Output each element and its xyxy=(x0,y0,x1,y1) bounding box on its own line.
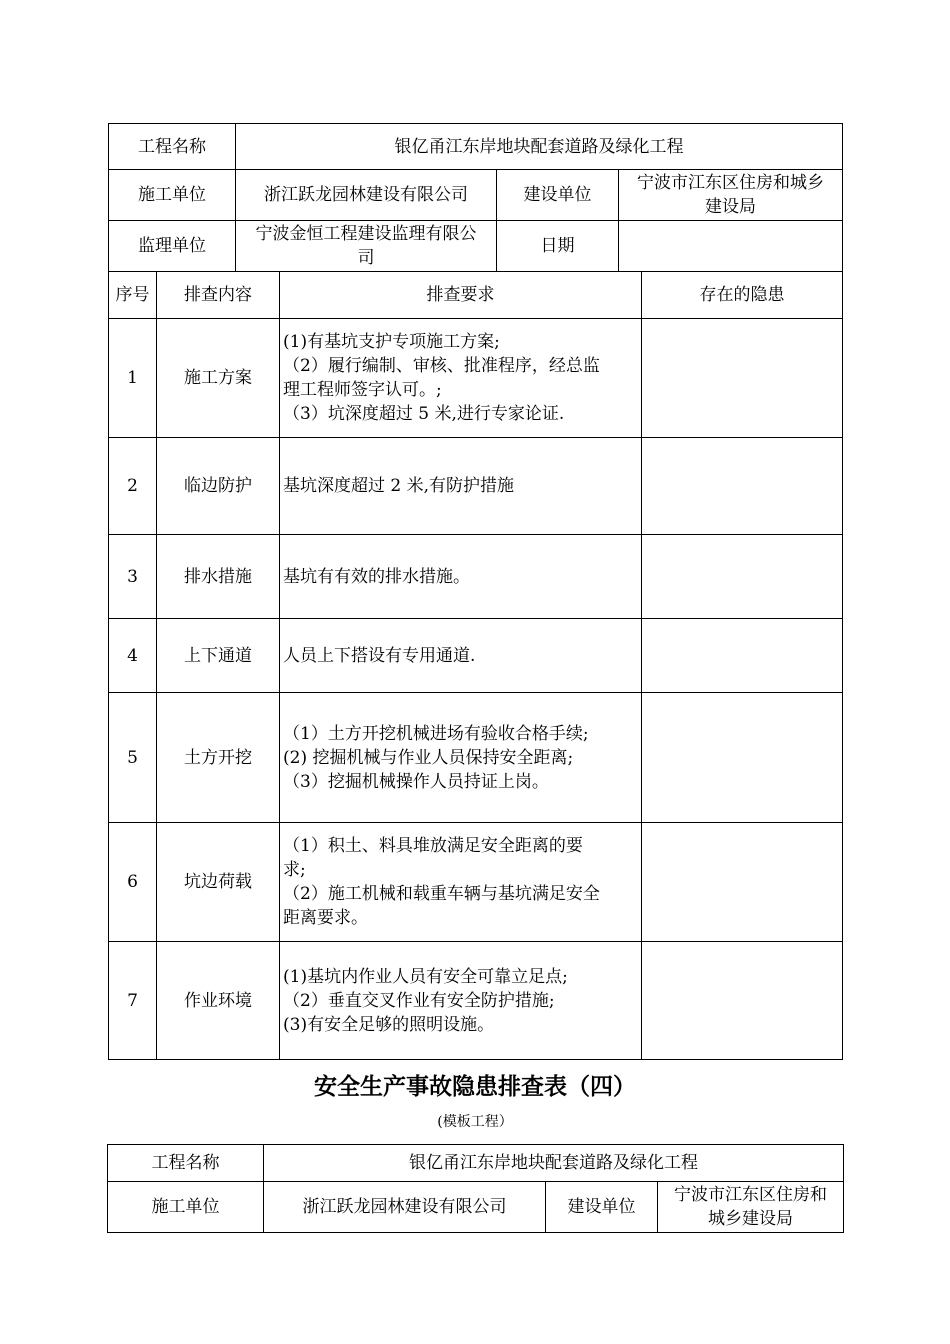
project-name-label: 工程名称 xyxy=(109,124,236,170)
inspection-table xyxy=(108,271,843,1060)
requirement-cell: 基坑有有效的排水措施。 xyxy=(280,535,642,619)
contractor-label: 施工单位 xyxy=(108,1182,264,1233)
hazard-cell xyxy=(642,438,843,535)
header-requirement: 排查要求 xyxy=(280,272,642,319)
requirement-cell: （1）土方开挖机械进场有验收合格手续; (2) 挖掘机械与作业人员保持安全距离; （3）挖掘机械操作人员持证上岗。 xyxy=(280,693,642,823)
contractor: 浙江跃龙园林建设有限公司 xyxy=(264,1182,546,1233)
table-row: 5 土方开挖 （1）土方开挖机械进场有验收合格手续; (2) 挖掘机械与作业人员保持安全距离; （3）挖掘机械操作人员持证上岗。 xyxy=(109,693,843,823)
requirement-cell: （1）积土、料具堆放满足安全距离的要 求; （2）施工机械和载重车辆与基坑满足安全 距离要求。 xyxy=(280,823,642,942)
requirement-cell: (1)有基坑支护专项施工方案; （2）履行编制、审核、批准程序，经总监 理工程师签字认可。; （3）坑深度超过 5 米,进行专家论证. xyxy=(280,319,642,438)
owner: 宁波市江东区住房和 城乡建设局 xyxy=(658,1182,844,1233)
requirement-cell: 人员上下搭设有专用通道. xyxy=(280,619,642,693)
project-name: 银亿甬江东岸地块配套道路及绿化工程 xyxy=(264,1145,844,1182)
requirement-cell: 基坑深度超过 2 米,有防护措施 xyxy=(280,438,642,535)
project-name: 银亿甬江东岸地块配套道路及绿化工程 xyxy=(236,124,843,170)
project-info-table-2 xyxy=(107,1144,844,1233)
table-row: 3 排水措施 基坑有有效的排水措施。 xyxy=(109,535,843,619)
owner: 宁波市江东区住房和城乡 建设局 xyxy=(619,170,843,221)
table-row: 7 作业环境 (1)基坑内作业人员有安全可靠立足点; （2）垂直交叉作业有安全防护措施; (3)有安全足够的照明设施。 xyxy=(109,942,843,1060)
date-value xyxy=(619,221,843,272)
owner-label: 建设单位 xyxy=(497,170,619,221)
supervisor: 宁波金恒工程建设监理有限公 司 xyxy=(236,221,497,272)
date-label: 日期 xyxy=(497,221,619,272)
project-name-label: 工程名称 xyxy=(108,1145,264,1182)
hazard-cell xyxy=(642,693,843,823)
hazard-cell xyxy=(642,535,843,619)
table-header-row xyxy=(109,272,843,319)
project-info-table xyxy=(108,123,843,272)
hazard-cell xyxy=(642,942,843,1060)
requirement-cell: (1)基坑内作业人员有安全可靠立足点; （2）垂直交叉作业有安全防护措施; (3)有安全足够的照明设施。 xyxy=(280,942,642,1060)
section-title: 安全生产事故隐患排查表（四） xyxy=(314,1074,636,1100)
hazard-cell xyxy=(642,319,843,438)
contractor-label: 施工单位 xyxy=(109,170,236,221)
table-row: 1 施工方案 (1)有基坑支护专项施工方案; （2）履行编制、审核、批准程序，经总监 理工程师签字认可。; （3）坑深度超过 5 米,进行专家论证. xyxy=(109,319,843,438)
hazard-cell xyxy=(642,619,843,693)
contractor: 浙江跃龙园林建设有限公司 xyxy=(236,170,497,221)
section-subtitle: (模板工程） xyxy=(437,1114,513,1130)
header-item: 排查内容 xyxy=(157,272,280,319)
owner-label: 建设单位 xyxy=(546,1182,658,1233)
hazard-cell xyxy=(642,823,843,942)
header-no: 序号 xyxy=(109,272,157,319)
supervisor-label: 监理单位 xyxy=(109,221,236,272)
table-row: 4 上下通道 人员上下搭设有专用通道. xyxy=(109,619,843,693)
header-hazard: 存在的隐患 xyxy=(642,272,843,319)
table-row: 2 临边防护 基坑深度超过 2 米,有防护措施 xyxy=(109,438,843,535)
table-row: 6 坑边荷载 （1）积土、料具堆放满足安全距离的要 求; （2）施工机械和载重车辆与基坑满足安全 距离要求。 xyxy=(109,823,843,942)
